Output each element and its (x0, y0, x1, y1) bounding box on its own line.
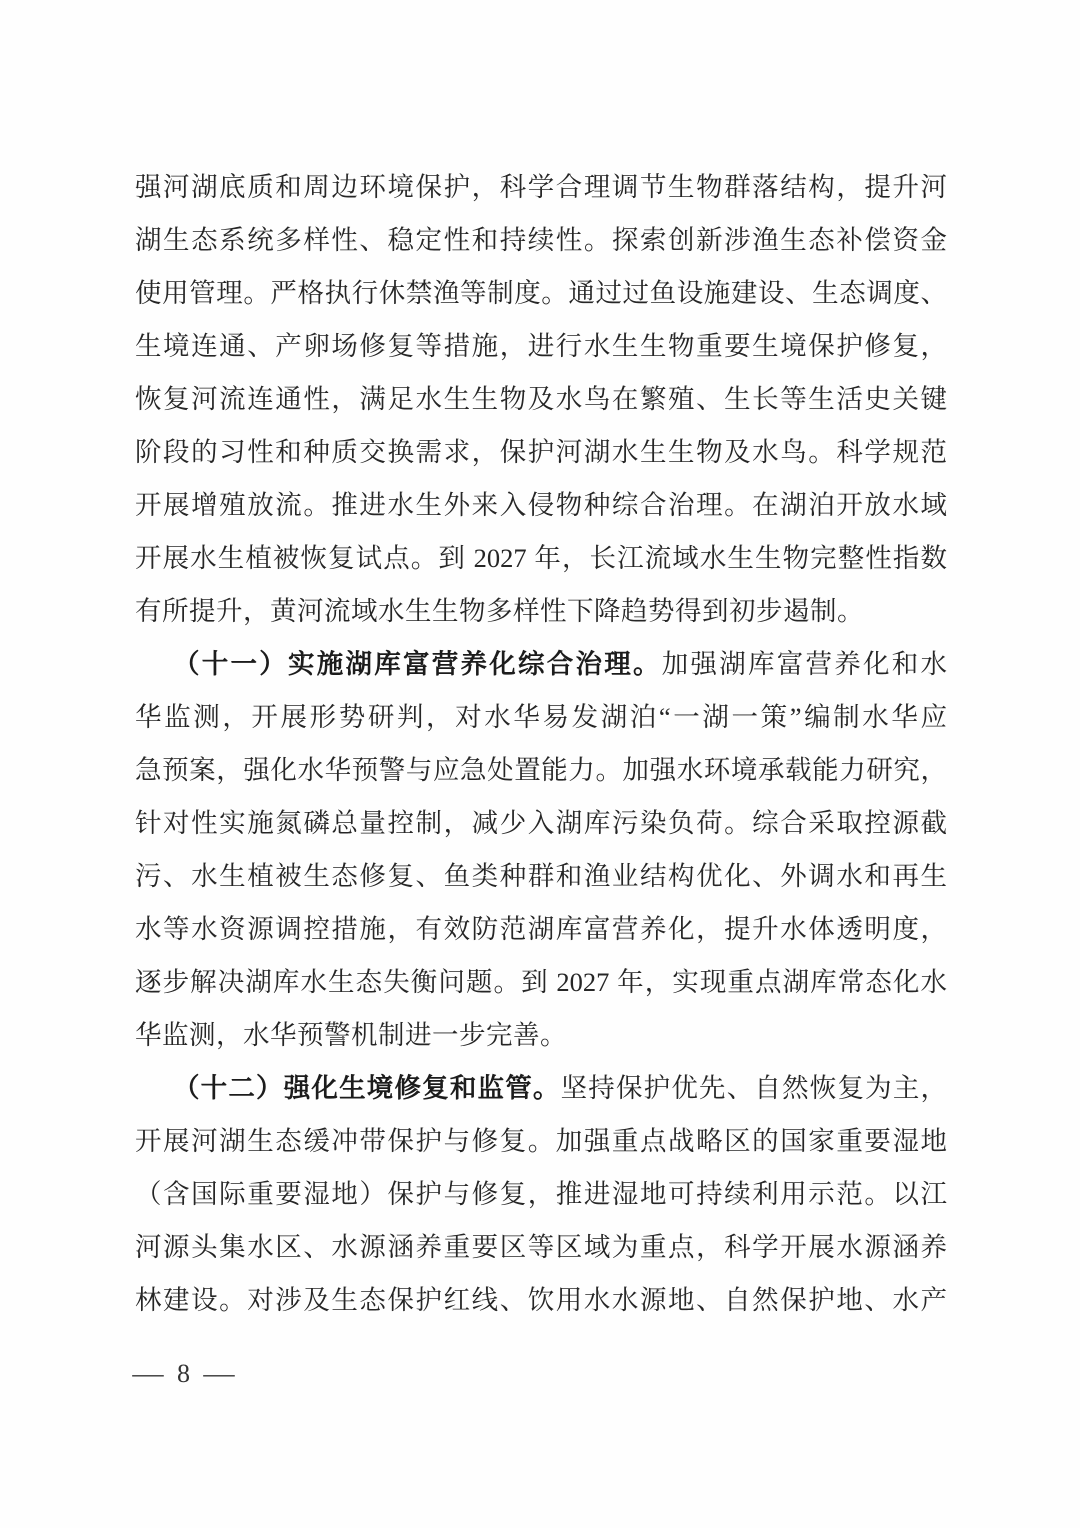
text-line (135, 479, 947, 532)
text-line (135, 1221, 947, 1274)
text-run: 坚持保护优先、自然恢复为主， (560, 1073, 947, 1103)
text-line (135, 1062, 947, 1115)
page-number: 8 (177, 1359, 190, 1388)
text-run: 强河湖底质和周边环境保护，科学合理调节生物群落结构，提升河 (135, 172, 947, 202)
section-heading: （十一）实施湖库富营养化综合治理。 (173, 649, 662, 679)
text-run: 生境连通、产卵场修复等措施，进行水生生物重要生境保护修复， (135, 331, 947, 361)
text-run: 林建设。对涉及生态保护红线、饮用水水源地、自然保护地、水产 (135, 1285, 947, 1315)
footer-dash-right: — (203, 1359, 235, 1388)
text-line (135, 638, 947, 691)
text-run: 使用管理。严格执行休禁渔等制度。通过过鱼设施建设、生态调度、 (135, 278, 947, 308)
text-line (135, 532, 947, 585)
text-line (135, 956, 947, 1009)
text-run: 急预案，强化水华预警与应急处置能力。加强水环境承载能力研究， (135, 755, 947, 785)
text-run: 开展河湖生态缓冲带保护与修复。加强重点战略区的国家重要湿地 (135, 1126, 947, 1156)
text-run: 逐步解决湖库水生态失衡问题。到 2027 年，实现重点湖库常态化水 (135, 967, 947, 997)
text-line (135, 1115, 947, 1168)
text-line (135, 1009, 947, 1062)
text-run: 华监测，水华预警机制进一步完善。 (135, 1020, 567, 1050)
text-run: 华监测，开展形势研判，对水华易发湖泊“一湖一策”编制水华应 (135, 702, 947, 732)
text-run: 河源头集水区、水源涵养重要区等区域为重点，科学开展水源涵养 (135, 1232, 947, 1262)
paragraph (135, 638, 947, 1062)
text-run: 水等水资源调控措施，有效防范湖库富营养化，提升水体透明度， (135, 914, 947, 944)
text-line (135, 744, 947, 797)
text-run: 污、水生植被生态修复、鱼类种群和渔业结构优化、外调水和再生 (135, 861, 947, 891)
text-run: 湖生态系统多样性、稳定性和持续性。探索创新涉渔生态补偿资金 (135, 225, 947, 255)
paragraph (135, 1062, 947, 1327)
text-line (135, 426, 947, 479)
text-run: 有所提升，黄河流域水生生物多样性下降趋势得到初步遏制。 (135, 596, 864, 626)
text-run: 针对性实施氮磷总量控制，减少入湖库污染负荷。综合采取控源截 (135, 808, 947, 838)
text-run: 开展水生植被恢复试点。到 2027 年，长江流域水生生物完整性指数 (135, 543, 947, 573)
text-line (135, 320, 947, 373)
text-line (135, 691, 947, 744)
text-line (135, 267, 947, 320)
text-run: 开展增殖放流。推进水生外来入侵物种综合治理。在湖泊开放水域 (135, 490, 947, 520)
text-run: （含国际重要湿地）保护与修复，推进湿地可持续利用示范。以江 (135, 1179, 947, 1209)
text-line (135, 161, 947, 214)
page-footer (132, 1349, 235, 1399)
text-line (135, 585, 947, 638)
text-run: 恢复河流连通性，满足水生生物及水鸟在繁殖、生长等生活史关键 (135, 384, 947, 414)
text-line (135, 1168, 947, 1221)
text-line (135, 903, 947, 956)
text-line (135, 850, 947, 903)
text-line (135, 214, 947, 267)
text-line (135, 797, 947, 850)
text-line (135, 1274, 947, 1327)
paragraph (135, 161, 947, 638)
text-run: 加强湖库富营养化和水 (661, 649, 947, 679)
text-line (135, 373, 947, 426)
document-body (135, 161, 947, 1327)
footer-dash-left: — (132, 1359, 164, 1388)
text-run: 阶段的习性和种质交换需求，保护河湖水生生物及水鸟。科学规范 (135, 437, 947, 467)
section-heading: （十二）强化生境修复和监管。 (173, 1073, 561, 1103)
